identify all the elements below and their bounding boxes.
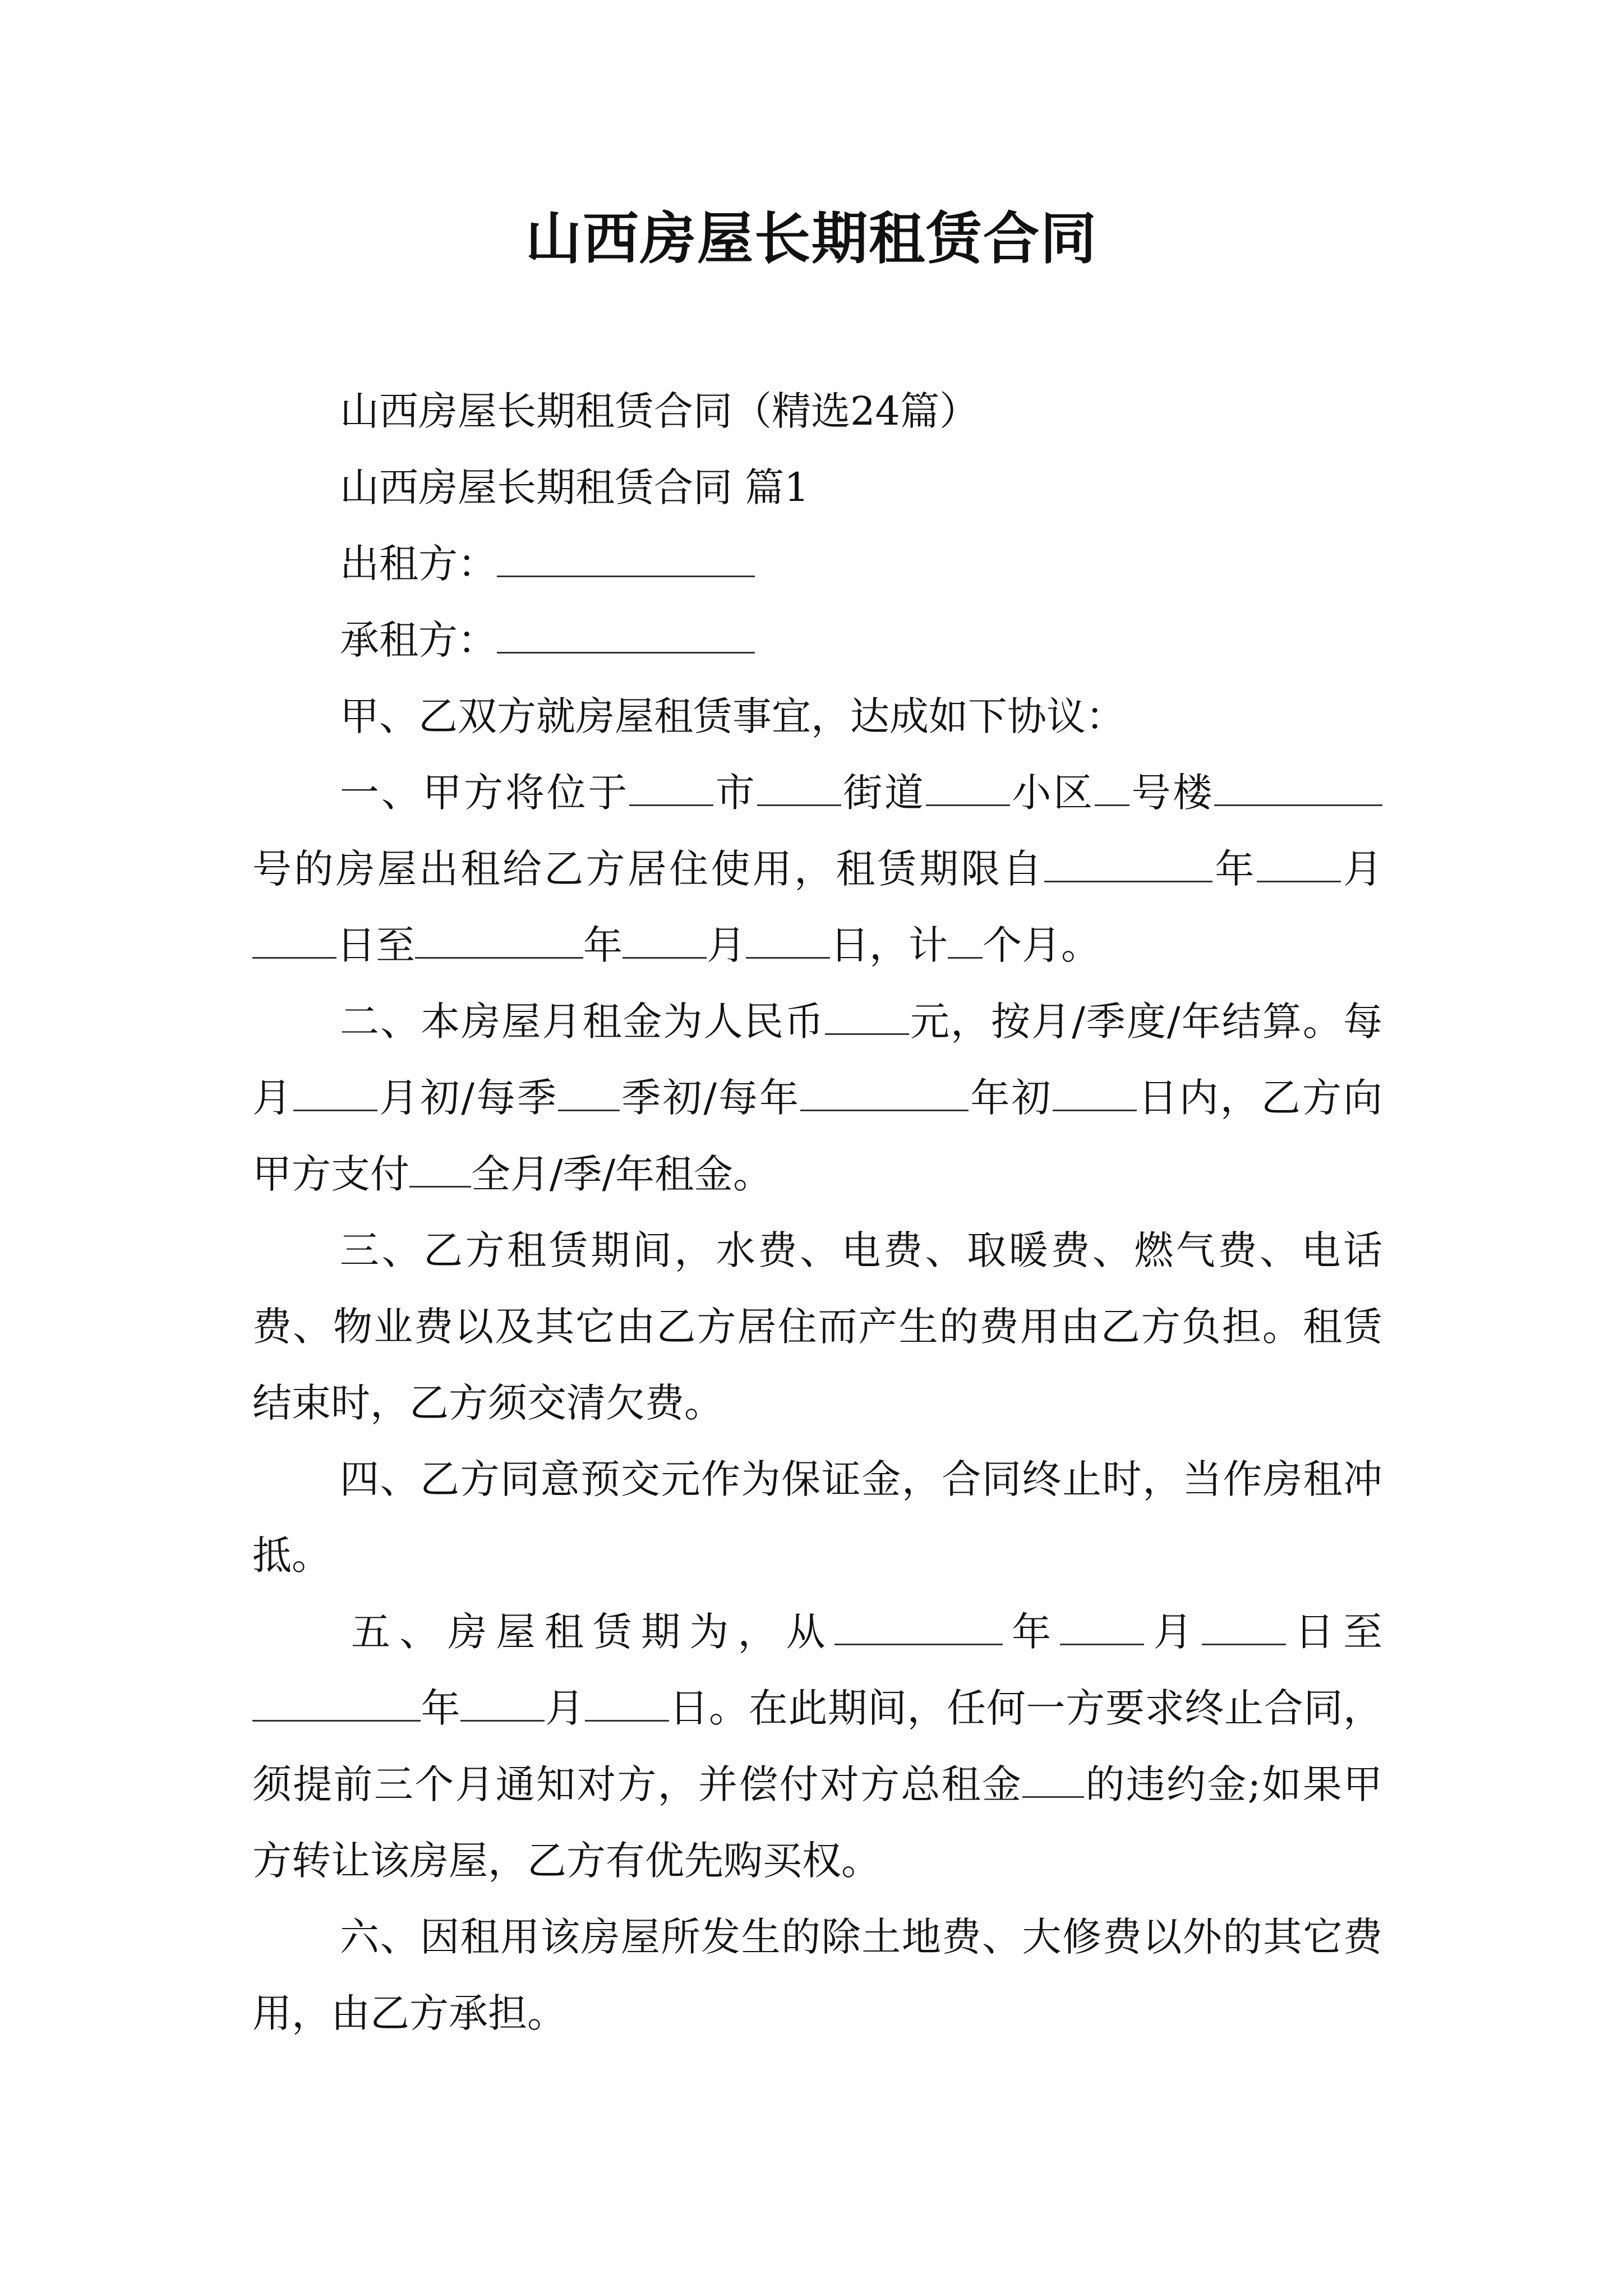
paragraph-text: 一、甲方将位于 [340,770,630,816]
blank-line [800,1076,969,1111]
blank-line [1044,847,1212,882]
blank-line [1022,1763,1084,1798]
paragraph-text: 月初/每季 [377,1075,559,1121]
paragraph-clause-4 [252,1441,1382,1594]
paragraph-text: 季初/每年 [620,1075,801,1121]
blank-line [1214,771,1382,806]
paragraph-text: 的违约金;如果甲方转让该房屋，乙方有优先购买权。 [252,1761,1382,1884]
blank-line [948,923,983,959]
paragraph-clause-3 [252,1212,1382,1441]
blank-line [1060,1610,1144,1645]
paragraph-text: 山西房屋长期租赁合同（精选24篇） [340,388,979,434]
paragraph-text: 日。在此期间，任何一方要求终止合同，须提前三个月通知对方，并偿付对方总租金 [252,1685,1383,1807]
paragraph-text: 月 [707,922,746,968]
paragraph-clause-6 [252,1899,1382,2051]
paragraph-text: 年 [583,922,623,968]
blank-line [1095,771,1129,806]
paragraph-text: 山西房屋长期租赁合同 篇1 [340,464,809,510]
paragraph-intro [252,373,1382,449]
paragraph-text: 年 [1002,1609,1061,1655]
blank-line [585,1686,669,1722]
blank-line [415,923,583,959]
paragraph-agreement [252,678,1382,754]
paragraph-text: 三、乙方租赁期间，水费、电费、取暖费、燃气费、电话费、物业费以及其它由乙方居住而产生的费用由乙方负担。租赁结束时，乙方须交清欠费。 [252,1227,1382,1426]
paragraph-text: 小区 [1009,770,1095,816]
blank-line [252,1686,421,1722]
paragraph-text: 五、房屋租赁期为，从 [351,1609,834,1655]
blank-line [825,1000,909,1035]
blank-line [629,771,713,806]
blank-line [757,771,841,806]
paragraph-text: 年 [421,1685,461,1731]
blank-line [409,1152,471,1188]
blank-line [1257,847,1341,882]
blank-line [926,771,1010,806]
paragraph-clause-1 [252,754,1382,983]
blank-line [460,1686,545,1722]
paragraph-text: 甲、乙双方就房屋租赁事宜，达成如下协议： [340,693,1125,739]
paragraph-text: 全月/季/年租金。 [471,1151,773,1197]
blank-line [1053,1076,1137,1111]
document-body [252,373,1382,2051]
blank-line [252,923,336,959]
paragraph-text: 街道 [841,770,926,816]
paragraph-text: 二、本房屋月租金为人民币 [340,999,825,1045]
paragraph-text: 六、因租用该房屋所发生的除土地费、大修费以外的其它费用，由乙方承担。 [252,1914,1382,2036]
paragraph-text: 承租方： [340,617,497,663]
paragraph-text: 日至 [336,922,415,968]
paragraph-text: 月 [545,1685,585,1731]
paragraph-text: 四、乙方同意预交元作为保证金，合同终止时，当作房租冲抵。 [252,1456,1382,1579]
blank-line [497,542,755,577]
paragraph-section-title [252,449,1382,526]
paragraph-text: 市 [713,770,757,816]
blank-line [623,923,707,959]
document-title: 山西房屋长期租赁合同 [525,205,1098,272]
paragraph-text: 年 [1212,846,1257,892]
paragraph-lessee [252,602,1382,678]
paragraph-text: 月 [1144,1609,1202,1655]
paragraph-text: 个月。 [983,922,1100,968]
paragraph-clause-2 [252,983,1382,1212]
paragraph-text: 日内，乙方向甲方支付 [252,1075,1382,1197]
paragraph-text: 月 [1340,846,1383,892]
paragraph-text: 号楼 [1129,770,1215,816]
paragraph-text: 日，计 [830,922,948,968]
paragraph-clause-5 [252,1594,1382,1899]
paragraph-text: 号的房屋出租给乙方居住使用，租赁期限自 [252,846,1045,892]
blank-line [293,1076,377,1111]
blank-line [834,1610,1003,1645]
paragraph-text: 日至 [1285,1609,1382,1655]
blank-line [746,923,830,959]
paragraph-text: 年初 [969,1075,1053,1121]
blank-line [497,618,755,654]
blank-line [558,1076,620,1111]
paragraph-text: 元，按月/季度/年结算。每月 [252,999,1383,1121]
paragraph-lessor [252,526,1382,602]
paragraph-text: 出租方： [340,541,497,587]
blank-line [1202,1610,1286,1645]
